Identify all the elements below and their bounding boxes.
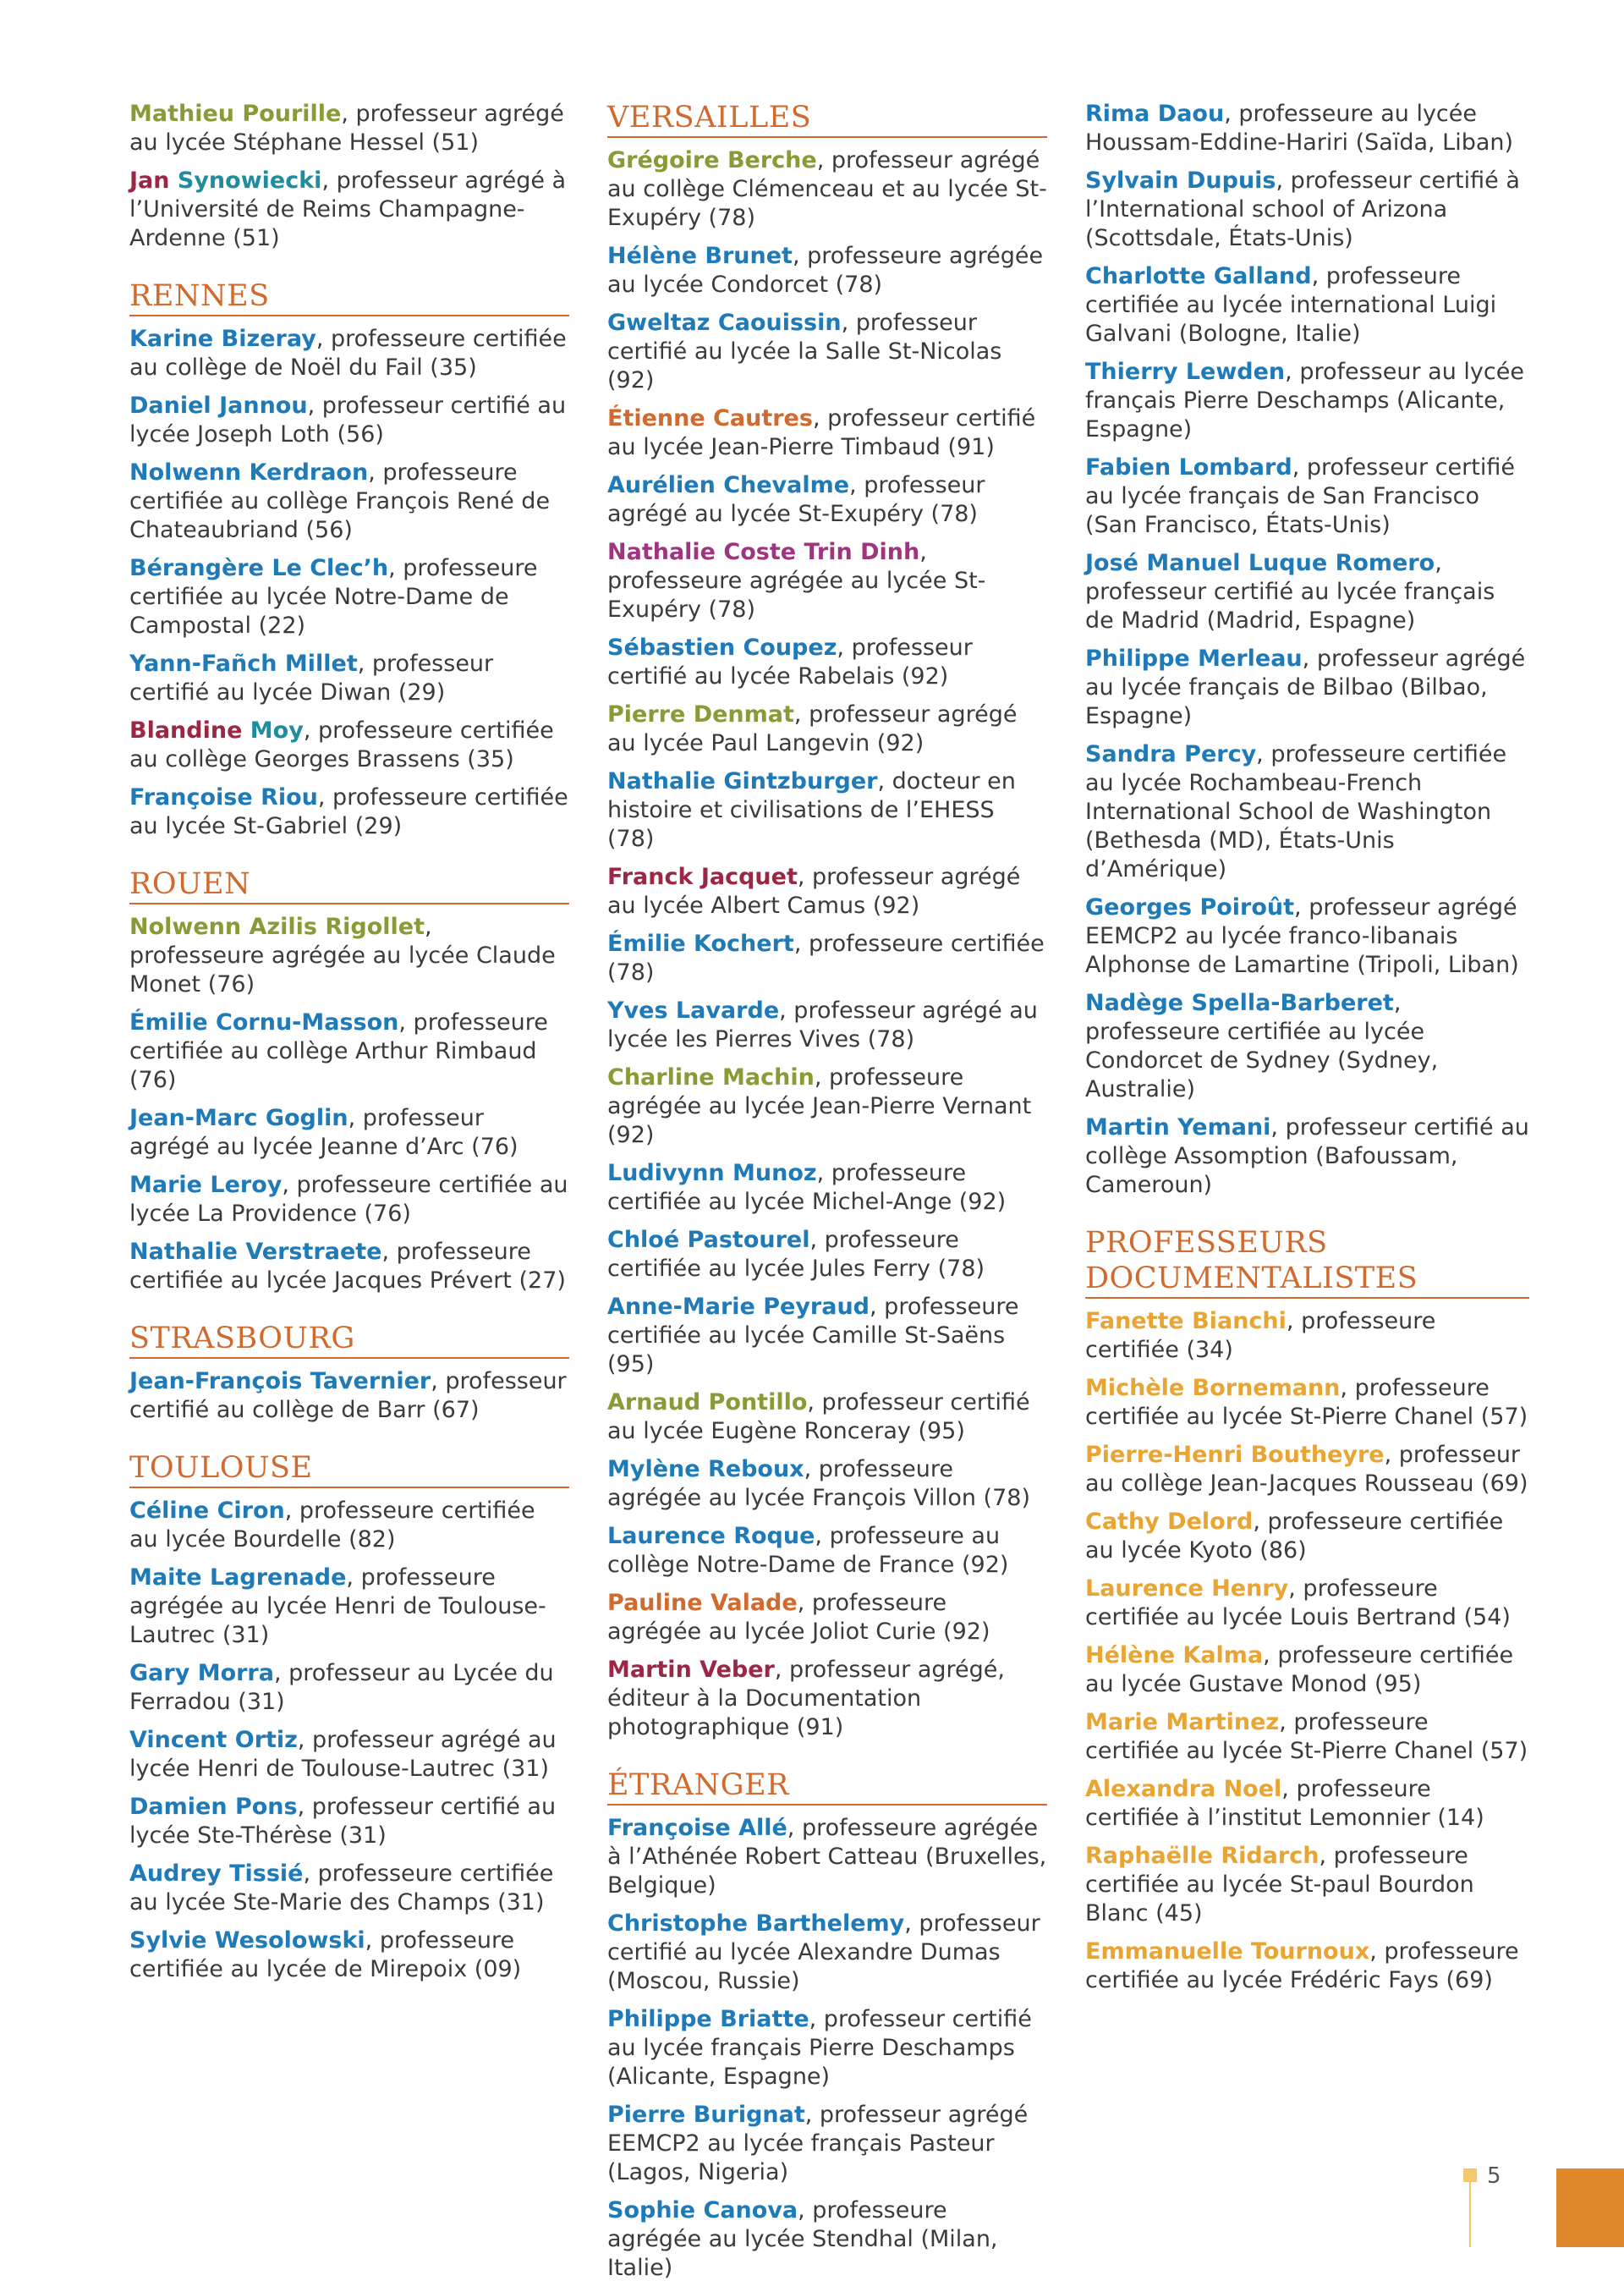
list-item: [129, 392, 569, 449]
person-name: Sylvain Dupuis: [1085, 168, 1276, 194]
person-name: Hélène Kalma: [1085, 1642, 1264, 1668]
person-description: , professeure au lycée Houssam-Eddine-Hariri (Saïda, Liban): [1085, 101, 1514, 156]
section-title: ROUEN: [129, 866, 569, 904]
person-description: , professeure certifiée au lycée Jules Ferry (78): [607, 1227, 985, 1282]
person-description: , professeur certifié au lycée français Pierre Deschamps (Alicante, Espagne): [607, 2006, 1032, 2090]
person-name: Martin Veber: [607, 1657, 775, 1683]
person-description: , professeure certifiée au collège François René de Chateaubriand (56): [129, 459, 551, 543]
person-description: , professeure certifiée (78): [607, 931, 1045, 986]
list-item: [129, 1564, 569, 1650]
list-item: [607, 701, 1047, 758]
person-name: Mylène Reboux: [607, 1456, 804, 1482]
person-name: Mathieu Pourille: [129, 101, 342, 127]
person-name: Nathalie Coste Trin Dinh: [607, 539, 920, 565]
list-item: [129, 1793, 569, 1850]
person-description: , professeure certifiée au lycée Kyoto (86): [1085, 1509, 1504, 1564]
person-name: Cathy Delord: [1085, 1509, 1254, 1535]
section: [1085, 1225, 1529, 1995]
person-description: , professeure certifiée au lycée Frédéric Fays (69): [1085, 1938, 1519, 1993]
person-description: , professeur certifié au lycée Rabelais (92): [607, 635, 973, 690]
person-name: Philippe Merleau: [1085, 646, 1303, 672]
person-name: Vincent Ortiz: [129, 1727, 298, 1753]
person-name: Sandra Percy: [1085, 741, 1257, 767]
person-name: Nadège Spella-Barberet: [1085, 990, 1394, 1016]
person-name: Ludivynn Munoz: [607, 1160, 817, 1186]
section-title: PROFESSEURS DOCUMENTALISTES: [1085, 1225, 1529, 1299]
list-item: [1085, 1708, 1529, 1766]
list-item: [129, 1926, 569, 1984]
person-name: Pierre-Henri Boutheyre: [1085, 1442, 1385, 1468]
person-name: Nolwenn Azilis Rigollet: [129, 914, 425, 940]
person-name: Yann-Fañch Millet: [129, 651, 358, 677]
list-item: [607, 634, 1047, 691]
person-description: , professeur certifié au lycée français de Madrid (Madrid, Espagne): [1085, 550, 1495, 634]
person-description: , professeure agrégée au lycée St-Exupéry (78): [607, 539, 986, 623]
list-item: [1085, 100, 1529, 157]
list-item: [607, 1910, 1047, 1996]
person-description: , professeur agrégé EEMCP2 au lycée franco-libanais Alphonse de Lamartine (Tripoli, Liban): [1085, 894, 1519, 978]
person-name: Charline Machin: [607, 1064, 815, 1091]
person-name: Jean-Marc Goglin: [129, 1105, 348, 1131]
section: [129, 1450, 569, 1984]
person-description: , professeure certifiée au collège Arthur Rimbaud (76): [129, 1009, 548, 1093]
list-item: [607, 1455, 1047, 1513]
person-description: , professeur agrégé au lycée St-Exupéry (78): [607, 472, 985, 527]
list-item: [129, 1171, 569, 1228]
person-name: Anne-Marie Peyraud: [607, 1294, 870, 1320]
person-name: Laurence Henry: [1085, 1575, 1289, 1602]
person-name: Michèle Bornemann: [1085, 1375, 1341, 1401]
section: [129, 100, 569, 253]
list-item: [607, 1589, 1047, 1646]
list-item: [607, 1293, 1047, 1379]
list-item: [1085, 1441, 1529, 1498]
list-item: [129, 1497, 569, 1554]
person-name: Marie Martinez: [1085, 1709, 1280, 1735]
page-number: 5: [1487, 2163, 1501, 2189]
list-item: [607, 1064, 1047, 1150]
list-item: [607, 1226, 1047, 1283]
person-name: Sophie Canova: [607, 2197, 798, 2223]
list-item: [1085, 1575, 1529, 1632]
person-description: , professeure agrégée au lycée Henri de Toulouse-Lautrec (31): [129, 1564, 546, 1648]
list-item: [607, 930, 1047, 987]
person-description: , docteur en histoire et civilisations de l’EHESS (78): [607, 768, 1016, 852]
person-description: , professeur agrégé au lycée Paul Langevin (92): [607, 701, 1018, 756]
section-title: VERSAILLES: [607, 100, 1047, 138]
person-name: Synowiecki: [177, 168, 322, 194]
person-description: , professeur agrégé au lycée Jeanne d’Arc (76): [129, 1105, 518, 1160]
person-description: , professeure certifiée au lycée Notre-Dame de Campostal (22): [129, 555, 538, 639]
person-name: Fanette Bianchi: [1085, 1308, 1287, 1334]
section-title: STRASBOURG: [129, 1321, 569, 1359]
person-description: , professeure certifiée au lycée La Providence (76): [129, 1172, 568, 1227]
list-item: [607, 146, 1047, 233]
list-item: [129, 783, 569, 841]
column-1: [129, 100, 569, 1993]
list-item: [1085, 645, 1529, 731]
person-description: , professeure certifiée au lycée Michel-Ange (92): [607, 1160, 1007, 1215]
person-name: Aurélien Chevalme: [607, 472, 850, 498]
person-name: Audrey Tissié: [129, 1861, 304, 1887]
list-item: [1085, 549, 1529, 635]
person-description: , professeure certifiée au lycée St-Pierre Chanel (57): [1085, 1375, 1528, 1430]
page-corner-box: [1556, 2168, 1624, 2247]
section: [607, 1767, 1047, 2283]
list-item: [1085, 358, 1529, 444]
list-item: [607, 242, 1047, 300]
list-item: [129, 1009, 569, 1095]
list-item: [129, 1238, 569, 1295]
person-description: , professeure certifiée au lycée Camille St-Saëns (95): [607, 1294, 1019, 1377]
person-description: , professeure au collège Notre-Dame de France (92): [607, 1523, 1009, 1578]
person-description: , professeur agrégé au lycée Stéphane Hessel (51): [129, 101, 564, 156]
person-name: Alexandra Noel: [1085, 1776, 1282, 1802]
person-name: Christophe Barthelemy: [607, 1910, 905, 1937]
list-item: [607, 1656, 1047, 1742]
list-item: [1085, 1775, 1529, 1833]
person-description: , professeure agrégée au lycée Jean-Pierre Vernant (92): [607, 1064, 1032, 1148]
person-description: , professeur agrégé EEMCP2 au lycée français Pasteur (Lagos, Nigeria): [607, 2102, 1029, 2185]
person-name: Rima Daou: [1085, 101, 1225, 127]
person-description: , professeure agrégée au lycée François Villon (78): [607, 1456, 1030, 1511]
person-description: , professeur agrégé au collège Clémenceau et au lycée St-Exupéry (78): [607, 147, 1047, 231]
person-description: , professeur agrégé au lycée Henri de Toulouse-Lautrec (31): [129, 1727, 557, 1782]
person-description: , professeur certifié au lycée Joseph Loth (56): [129, 393, 567, 448]
list-item: [1085, 1641, 1529, 1699]
list-item: [607, 997, 1047, 1054]
list-item: [129, 650, 569, 707]
person-description: , professeur au Lycée du Ferradou (31): [129, 1660, 554, 1715]
person-description: , professeur certifié au lycée français de San Francisco (San Francisco, États-Unis): [1085, 454, 1515, 538]
page-marker-square: [1463, 2168, 1477, 2182]
list-item: [607, 1814, 1047, 1900]
section: [129, 866, 569, 1295]
person-name: Émilie Cornu-Masson: [129, 1009, 399, 1036]
person-description: , professeur certifié au lycée Alexandre Dumas (Moscou, Russie): [607, 1910, 1040, 1994]
person-name: Marie Leroy: [129, 1172, 283, 1198]
person-name: Céline Ciron: [129, 1498, 285, 1524]
person-name: Damien Pons: [129, 1794, 298, 1820]
person-name: Thierry Lewden: [1085, 359, 1286, 385]
person-description: , professeure certifiée (34): [1085, 1308, 1436, 1363]
person-description: , professeur certifié à l’International school of Arizona (Scottsdale, États-Unis): [1085, 168, 1520, 251]
person-name: Nathalie Verstraete: [129, 1239, 382, 1265]
person-description: , professeure certifiée au lycée Bourdelle (82): [129, 1498, 535, 1553]
person-name: Laurence Roque: [607, 1523, 815, 1549]
person-description: , professeure agrégée au lycée Claude Monet (76): [129, 914, 556, 998]
person-description: , professeure agrégée au lycée Joliot Curie (92): [607, 1590, 990, 1645]
person-name: José Manuel Luque Romero: [1085, 550, 1435, 576]
person-name: Émilie Kochert: [607, 931, 794, 957]
person-name: Bérangère Le Clec’h: [129, 555, 389, 581]
person-name: Étienne Cautres: [607, 405, 813, 431]
person-name: Martin Yemani: [1085, 1114, 1271, 1141]
list-item: [607, 1388, 1047, 1446]
person-description: , professeure certifiée au collège de Noël du Fail (35): [129, 326, 567, 381]
list-item: [1085, 262, 1529, 349]
person-description: , professeure certifiée au lycée Ste-Marie des Champs (31): [129, 1861, 554, 1915]
person-description: , professeur certifié au collège Assomption (Bafoussam, Cameroun): [1085, 1114, 1529, 1198]
list-item: [129, 913, 569, 999]
list-item: [607, 471, 1047, 529]
list-item: [129, 100, 569, 157]
person-description: , professeur au collège Jean-Jacques Rousseau (69): [1085, 1442, 1528, 1497]
person-name: Pierre Burignat: [607, 2102, 805, 2128]
person-description: , professeure certifiée au lycée Louis Bertrand (54): [1085, 1575, 1511, 1630]
list-item: [1085, 453, 1529, 540]
column-3: [1085, 100, 1529, 2004]
person-description: , professeure certifiée au lycée St-Pierre Chanel (57): [1085, 1709, 1528, 1764]
person-name: Gary Morra: [129, 1660, 274, 1686]
page-marker-line: [1469, 2182, 1471, 2247]
person-description: , professeure certifiée au lycée international Luigi Galvani (Bologne, Italie): [1085, 263, 1497, 347]
person-description: , professeure agrégée au lycée Stendhal (Milan, Italie): [607, 2197, 998, 2281]
person-description: , professeur certifié au lycée Ste-Thérèse (31): [129, 1794, 557, 1849]
list-item: [607, 2005, 1047, 2091]
person-name: Françoise Riou: [129, 784, 318, 811]
person-name: Hélène Brunet: [607, 243, 793, 269]
list-item: [607, 538, 1047, 624]
list-item: [607, 2196, 1047, 2283]
person-description: , professeur agrégé au lycée français de Bilbao (Bilbao, Espagne): [1085, 646, 1526, 729]
person-description: , professeure agrégée à l’Athénée Robert Catteau (Bruxelles, Belgique): [607, 1815, 1047, 1899]
person-description: , professeur agrégé au lycée les Pierres Vives (78): [607, 998, 1038, 1053]
section-title: RENNES: [129, 278, 569, 316]
list-item: [1085, 1307, 1529, 1365]
section: [607, 100, 1047, 1742]
list-item: [129, 1726, 569, 1784]
list-item: [607, 404, 1047, 462]
person-name: Pauline Valade: [607, 1590, 798, 1616]
person-description: , professeure certifiée au lycée St-Gabriel (29): [129, 784, 568, 839]
section: [129, 278, 569, 841]
list-item: [1085, 167, 1529, 253]
person-name: Daniel Jannou: [129, 393, 308, 419]
person-name: Nolwenn Kerdraon: [129, 459, 369, 486]
person-description: , professeure certifiée au lycée Gustave Monod (95): [1085, 1642, 1514, 1697]
person-name: Philippe Briatte: [607, 2006, 809, 2032]
person-description: , professeure certifiée au lycée Rochambeau-French International School de Washington (Bethesda (MD), États-Unis d’Amérique): [1085, 741, 1507, 882]
list-item: [129, 167, 569, 253]
person-description: , professeure certifiée à l’institut Lemonnier (14): [1085, 1776, 1484, 1831]
person-description: , professeur au lycée français Pierre Deschamps (Alicante, Espagne): [1085, 359, 1524, 442]
person-description: , professeur agrégé au lycée Albert Camus (92): [607, 864, 1021, 919]
person-name: Jean-François Tavernier: [129, 1368, 431, 1394]
person-description: , professeur certifié au collège de Barr (67): [129, 1368, 567, 1423]
list-item: [607, 863, 1047, 921]
column-2: [607, 100, 1047, 2292]
person-description: , professeur certifié au lycée Diwan (29): [129, 651, 494, 706]
person-name: Charlotte Galland: [1085, 263, 1312, 289]
person-name: Karine Bizeray: [129, 326, 316, 352]
person-name: Yves Lavarde: [607, 998, 780, 1024]
list-item: [1085, 740, 1529, 884]
person-name: Blandine: [129, 717, 250, 744]
person-name: Raphaëlle Ridarch: [1085, 1843, 1320, 1869]
person-description: , professeure certifiée au lycée Condorcet de Sydney (Sydney, Australie): [1085, 990, 1439, 1102]
person-name: Maite Lagrenade: [129, 1564, 347, 1591]
list-item: [129, 554, 569, 640]
person-name: Moy: [250, 717, 304, 744]
person-name: Arnaud Pontillo: [607, 1389, 808, 1415]
person-name: Nathalie Gintzburger: [607, 768, 878, 794]
list-item: [1085, 1113, 1529, 1200]
person-name: Franck Jacquet: [607, 864, 798, 890]
person-name: Sébastien Coupez: [607, 635, 837, 661]
list-item: [129, 459, 569, 545]
person-description: , professeur agrégé à l’Université de Reims Champagne-Ardenne (51): [129, 168, 567, 251]
list-item: [607, 2101, 1047, 2187]
list-item: [607, 1522, 1047, 1580]
person-description: , professeure certifiée au collège Georges Brassens (35): [129, 717, 554, 772]
list-item: [607, 309, 1047, 395]
person-name: Françoise Allé: [607, 1815, 787, 1841]
person-description: , professeure certifiée au lycée de Mirepoix (09): [129, 1927, 522, 1982]
person-name: Pierre Denmat: [607, 701, 794, 728]
list-item: [129, 1860, 569, 1917]
list-item: [1085, 1842, 1529, 1928]
person-name: Chloé Pastourel: [607, 1227, 810, 1253]
person-description: , professeure certifiée au lycée Jacques Prévert (27): [129, 1239, 566, 1294]
list-item: [129, 1367, 569, 1425]
section-title: TOULOUSE: [129, 1450, 569, 1488]
list-item: [1085, 1374, 1529, 1432]
list-item: [1085, 989, 1529, 1104]
list-item: [1085, 1508, 1529, 1565]
person-name: Gweltaz Caouissin: [607, 310, 842, 336]
list-item: [607, 767, 1047, 854]
list-item: [1085, 1937, 1529, 1995]
person-description: , professeur certifié au lycée la Salle St-Nicolas (92): [607, 310, 1002, 393]
list-item: [607, 1159, 1047, 1217]
person-description: , professeure agrégée au lycée Condorcet (78): [607, 243, 1044, 298]
person-description: , professeur certifié au lycée Eugène Ronceray (95): [607, 1389, 1030, 1444]
list-item: [129, 717, 569, 774]
person-name: Sylvie Wesolowski: [129, 1927, 365, 1954]
section: [1085, 100, 1529, 1200]
person-name: Georges Poiroût: [1085, 894, 1295, 921]
list-item: [1085, 893, 1529, 980]
list-item: [129, 325, 569, 382]
person-description: , professeure certifiée au lycée St-paul Bourdon Blanc (45): [1085, 1843, 1474, 1926]
person-description: , professeur agrégé, éditeur à la Documentation photographique (91): [607, 1657, 1005, 1740]
person-name: Grégoire Berche: [607, 147, 817, 173]
section: [129, 1321, 569, 1425]
person-description: , professeur certifié au lycée Jean-Pierre Timbaud (91): [607, 405, 1036, 460]
section-title: ÉTRANGER: [607, 1767, 1047, 1806]
list-item: [129, 1104, 569, 1162]
person-name: Jan: [129, 168, 178, 194]
person-name: Emmanuelle Tournoux: [1085, 1938, 1370, 1965]
person-name: Fabien Lombard: [1085, 454, 1292, 481]
list-item: [129, 1659, 569, 1717]
